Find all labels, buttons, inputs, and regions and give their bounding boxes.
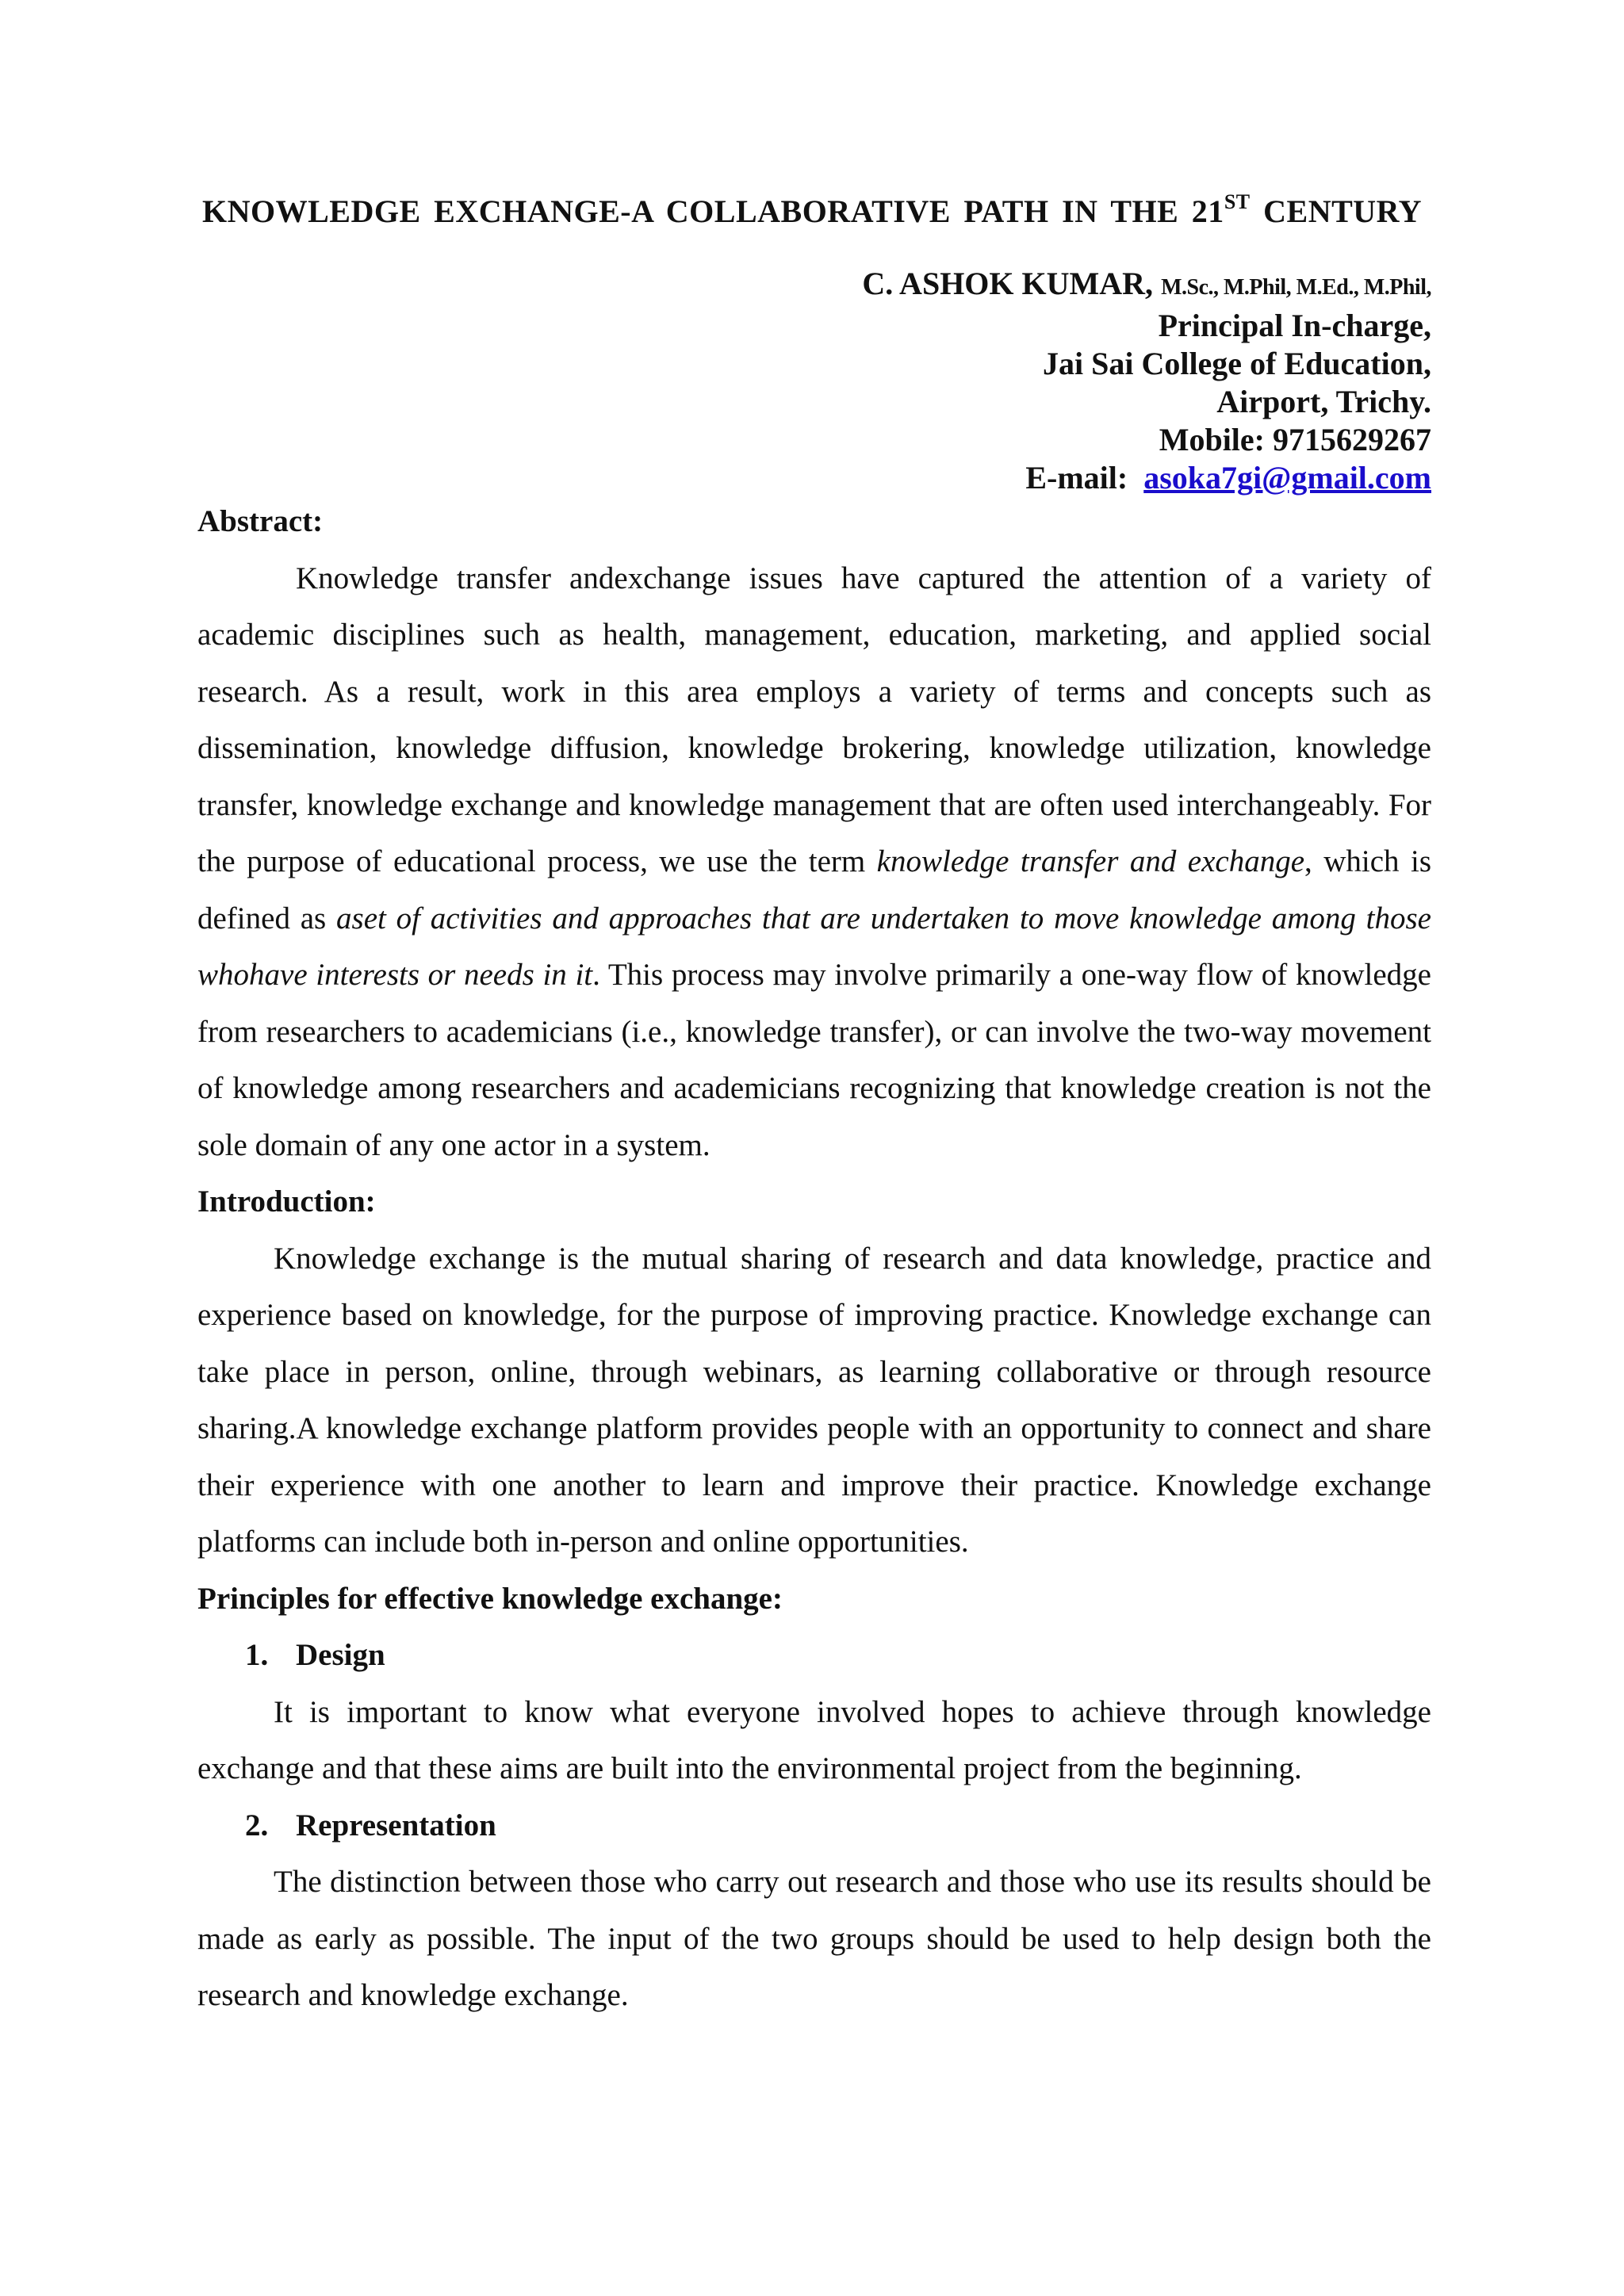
abstract-heading: Abstract: (197, 504, 324, 538)
paper-title (0, 190, 1624, 230)
principle-1-title: Design (296, 1638, 385, 1672)
author-name-line (862, 265, 1431, 307)
author-position: Principal In-charge, (1158, 308, 1431, 343)
principle-2-title: Representation (296, 1808, 496, 1843)
introduction-paragraph: Knowledge exchange is the mutual sharing of research and data knowledge, practice and experience based on knowledge, for the purpose of improving practice. Knowledge exchange can take place in person, online, through webinars, as learning collaborative or through resource sharing.A knowledge exchange platform provides people with an opportunity to connect and share their experience with one another to learn and improve their practice. Knowledge exchange platforms can include both in-person and online opportunities. (197, 1241, 1431, 1559)
principle-1-paragraph: It is important to know what everyone involved hopes to achieve through knowledge exchange and that these aims are built into the environmental project from the beginning. (197, 1694, 1431, 1785)
body-content (197, 493, 1431, 2024)
author-institution: Jai Sai College of Education, (1042, 346, 1431, 381)
principle-2-number: 2. (245, 1808, 269, 1843)
author-name: C. ASHOK KUMAR, (862, 266, 1154, 301)
principle-2-paragraph: The distinction between those who carry out research and those who use its results should be made as early as possible. The input of the two groups should be used to help design both the research and knowledge exchange. (197, 1865, 1431, 2012)
principle-1-heading (197, 1627, 1431, 1684)
principle-1-number: 1. (245, 1638, 269, 1672)
author-block (862, 265, 1431, 497)
abstract-text-2: , which is defined as (197, 844, 1431, 936)
email-link[interactable]: asoka7gi@gmail.com (1143, 460, 1431, 496)
title-superscript: ST (1224, 190, 1251, 213)
abstract-emphasis-2: aset of activities and approaches that are undertaken to move knowledge among those whohave interests or needs in it (197, 901, 1431, 992)
author-mobile: Mobile: 9715629267 (1159, 422, 1431, 457)
author-email-line (862, 459, 1431, 497)
author-degrees: M.Sc., M.Phil, M.Ed., M.Phil, (1161, 275, 1431, 300)
principle-2-heading (197, 1797, 1431, 1854)
author-location: Airport, Trichy. (1216, 384, 1431, 419)
abstract-paragraph (197, 550, 1431, 1174)
email-label: E-mail: (1025, 460, 1128, 496)
principles-heading: Principles for effective knowledge exchange: (197, 1581, 783, 1616)
abstract-text-1: Knowledge transfer andexchange issues have captured the attention of a variety of academic disciplines such as health, management, education, marketing, and applied social research. As a result, work in this area employs a variety of terms and concepts such as dissemination, knowledge diffusion, knowledge brokering, knowledge utilization, knowledge transfer, knowledge exchange and knowledge management that are often used interchangeably. For the purpose of educational process, we use the term (197, 561, 1431, 878)
abstract-text-3: . This process may involve primarily a one-way flow of knowledge from researchers to academicians (i.e., knowledge transfer), or can involve the two-way movement of knowledge among researchers and academicians recognizing that knowledge creation is not the sole domain of any one actor in a system. (197, 958, 1431, 1162)
title-main: KNOWLEDGE EXCHANGE-A COLLABORATIVE PATH IN THE 21 (201, 193, 1224, 229)
title-end: CENTURY (1250, 193, 1423, 229)
introduction-heading: Introduction: (197, 1184, 376, 1219)
abstract-emphasis-1: knowledge transfer and exchange (876, 844, 1305, 878)
